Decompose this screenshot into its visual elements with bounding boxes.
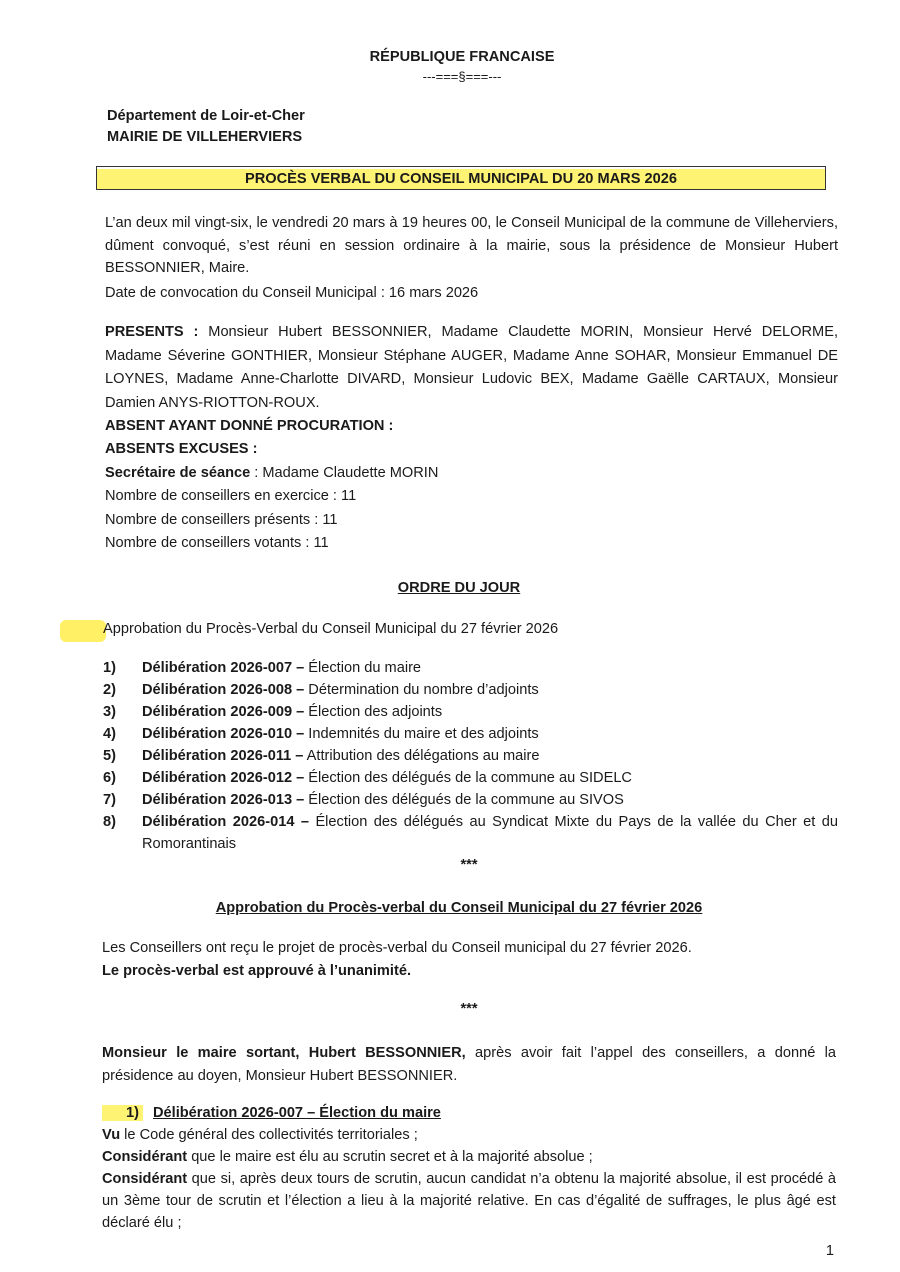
agenda-list bbox=[103, 657, 838, 855]
approval-result: Le procès-verbal est approuvé à l’unanimité. bbox=[102, 963, 411, 979]
agenda-item-ref: Délibération 2026-011 – bbox=[142, 748, 304, 764]
separator: *** bbox=[460, 857, 478, 873]
agenda-item bbox=[103, 701, 838, 723]
deliberation-line: Vu le Code général des collectivités territoriales ; bbox=[102, 1127, 418, 1143]
secretary-value: : Madame Claudette MORIN bbox=[250, 465, 439, 481]
agenda-item-ref: Délibération 2026-007 – bbox=[142, 660, 305, 676]
presents-paragraph bbox=[105, 321, 838, 415]
agenda-item bbox=[103, 679, 838, 701]
agenda-item-number: 4) bbox=[103, 726, 116, 742]
agenda-item-number: 6) bbox=[103, 770, 116, 786]
agenda-item-text: Élection des délégués de la commune au SIVOS bbox=[304, 792, 624, 808]
highlighter-mark bbox=[60, 620, 106, 642]
agenda-item-number: 2) bbox=[103, 682, 116, 698]
agenda-item bbox=[103, 745, 838, 767]
agenda-item-ref: Délibération 2026-009 – bbox=[142, 704, 305, 720]
secretary-line bbox=[105, 462, 438, 485]
agenda-item-ref: Délibération 2026-012 – bbox=[142, 770, 305, 786]
agenda-approval-line: Approbation du Procès-Verbal du Conseil Municipal du 27 février 2026 bbox=[103, 621, 559, 637]
agenda-item-ref: Délibération 2026-010 – bbox=[142, 726, 305, 742]
voting-count: Nombre de conseillers votants : 11 bbox=[105, 535, 329, 551]
secretary-label: Secrétaire de séance bbox=[105, 465, 251, 481]
approval-heading: Approbation du Procès-verbal du Conseil Municipal du 27 février 2026 bbox=[215, 900, 703, 916]
presidency-text: après avoir fait l’appel des conseillers, a donné la présidence au doyen, Monsieur Hubert BESSONNIER. bbox=[102, 1045, 836, 1084]
convocation-date: Date de convocation du Conseil Municipal : 16 mars 2026 bbox=[105, 285, 479, 301]
agenda-item-number: 3) bbox=[103, 704, 116, 720]
agenda-item-number: 5) bbox=[103, 748, 116, 764]
deliberation-body bbox=[102, 1124, 836, 1234]
deliberation-heading bbox=[102, 1102, 441, 1125]
deliberation-line: Considérant que le maire est élu au scrutin secret et à la majorité absolue ; bbox=[102, 1149, 593, 1165]
agenda-item bbox=[103, 767, 838, 789]
deliberation-title: Délibération 2026-007 – Élection du maire bbox=[152, 1105, 441, 1121]
presidency-bold: Monsieur le maire sortant, Hubert BESSONNIER, bbox=[102, 1045, 466, 1061]
presents-list: Monsieur Hubert BESSONNIER, Madame Claudette MORIN, Monsieur Hervé DELORME, Madame Séverine GONTHIER, Monsieur Stéphane AUGER, Madame Anne SOHAR, Monsieur Emmanuel DE LOYNES, Madame Anne-Charlotte DIVARD, Monsieur Ludovic BEX, Madame Gaëlle CARTAUX, Monsieur Damien ANYS-RIOTTON-ROUX. bbox=[105, 324, 839, 411]
agenda-item-text: Détermination du nombre d’adjoints bbox=[304, 682, 539, 698]
department: Département de Loir-et-Cher bbox=[107, 108, 305, 124]
ornament: ---===§===--- bbox=[422, 69, 502, 84]
agenda-item-text: Élection des délégués de la commune au SIDELC bbox=[304, 770, 632, 786]
deliberation-line: Considérant que si, après deux tours de scrutin, aucun candidat n’a obtenu la majorité absolue, il est procédé à un 3ème tour de scrutin et l’élection a lieu à la majorité relative. En cas d’égalité de suffrages, le plus âgé est déclaré élu ; bbox=[102, 1171, 836, 1231]
intro-paragraph: L’an deux mil vingt-six, le vendredi 20 mars à 19 heures 00, le Conseil Municipal de la commune de Villeherviers, dûment convoqué, s’est réuni en session ordinaire à la mairie, sous la présidence de Monsieur Hubert BESSONNIER, Maire. bbox=[105, 215, 838, 276]
agenda-item-ref: Délibération 2026-013 – bbox=[142, 792, 305, 808]
in-office-count: Nombre de conseillers en exercice : 11 bbox=[105, 488, 357, 504]
agenda-item-text: Indemnités du maire et des adjoints bbox=[304, 726, 539, 742]
absents-excused: ABSENTS EXCUSES : bbox=[105, 441, 258, 457]
agenda-item-number: 7) bbox=[103, 792, 116, 808]
page-number: 1 bbox=[825, 1243, 834, 1259]
agenda-item bbox=[103, 789, 838, 811]
republic-heading: RÉPUBLIQUE FRANCAISE bbox=[369, 49, 555, 65]
agenda-item-number: 8) bbox=[103, 814, 116, 830]
approval-body: Les Conseillers ont reçu le projet de procès-verbal du Conseil municipal du 27 février 2026. bbox=[102, 940, 692, 956]
agenda-item-text: Élection des délégués au Syndicat Mixte du Pays de la vallée du Cher et du Romorantinais bbox=[142, 814, 839, 852]
agenda-item-text: Élection des adjoints bbox=[304, 704, 443, 720]
agenda-item bbox=[103, 657, 838, 679]
present-count: Nombre de conseillers présents : 11 bbox=[105, 512, 338, 528]
title-box: PROCÈS VERBAL DU CONSEIL MUNICIPAL DU 20 MARS 2026 bbox=[96, 166, 826, 190]
presents-label: PRESENTS : bbox=[105, 324, 199, 340]
agenda-item-ref: Délibération 2026-014 – bbox=[142, 814, 310, 830]
agenda-item-text: Attribution des délégations au maire bbox=[303, 748, 540, 764]
agenda-item bbox=[103, 811, 838, 855]
deliberation-number: 1) bbox=[102, 1105, 143, 1121]
agenda-heading: ORDRE DU JOUR bbox=[397, 580, 521, 596]
agenda-item bbox=[103, 723, 838, 745]
mairie: MAIRIE DE VILLEHERVIERS bbox=[107, 129, 303, 145]
agenda-item-number: 1) bbox=[103, 660, 116, 676]
absent-proxy: ABSENT AYANT DONNÉ PROCURATION : bbox=[105, 418, 394, 434]
presidency-paragraph bbox=[102, 1042, 836, 1087]
agenda-item-ref: Délibération 2026-008 – bbox=[142, 682, 305, 698]
agenda-item-text: Élection du maire bbox=[304, 660, 422, 676]
separator: *** bbox=[460, 1001, 478, 1017]
